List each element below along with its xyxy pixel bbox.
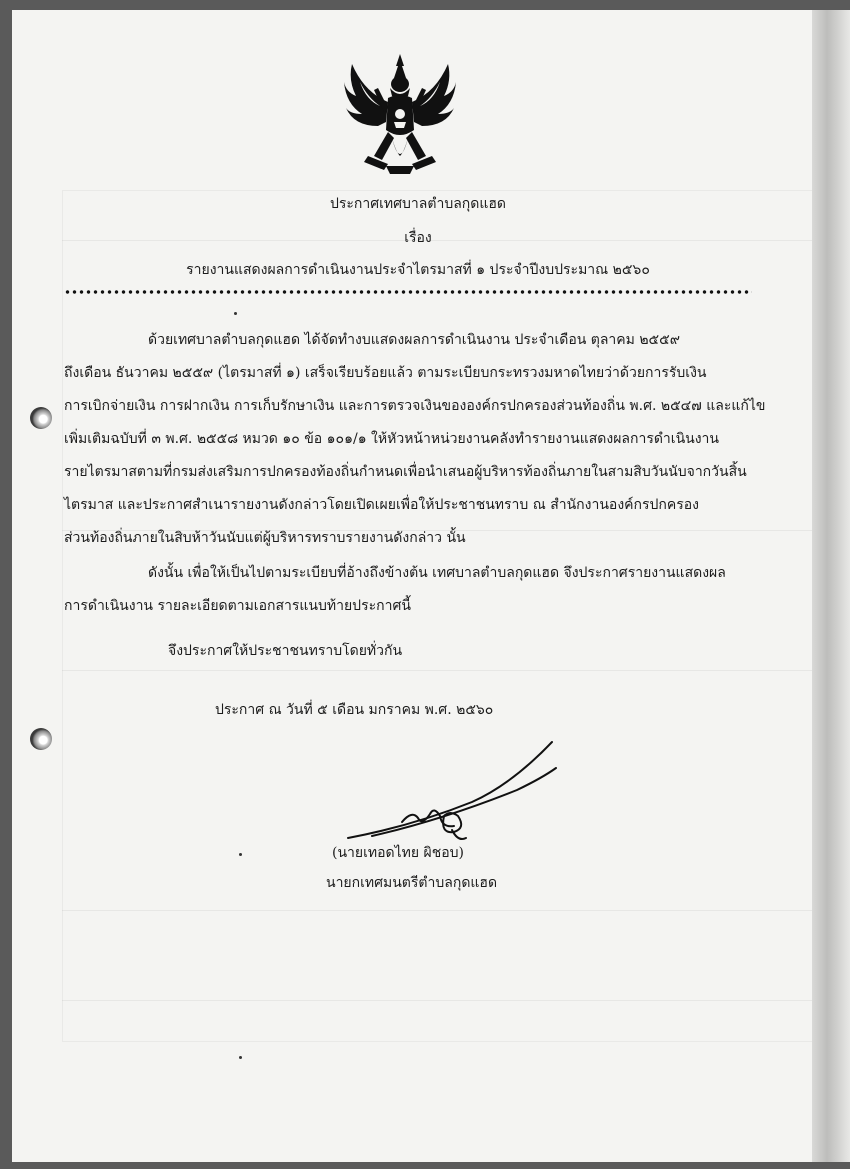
punch-hole <box>30 407 52 429</box>
paragraph1-line: ถึงเดือน ธันวาคม ๒๕๕๙ (ไตรมาสที่ ๑) เสร็จเรียบร้อยแล้ว ตามระเบียบกระทรวงมหาดไทยว่าด้วยการรับเงิน <box>64 365 707 381</box>
bleed-through-rule <box>62 910 812 911</box>
paragraph2-line: ดังนั้น เพื่อให้เป็นไปตามระเบียบที่อ้างถึงข้างต้น เทศบาลตำบลกุดแฮด จึงประกาศรายงานแสดงผล <box>148 565 726 581</box>
bleed-through-rule <box>62 1000 812 1001</box>
signatory-name: (นายเทอดไทย ผิชอบ) <box>332 845 464 861</box>
ink-speck <box>239 1056 242 1059</box>
document-page <box>12 10 824 1162</box>
announcement-title: ประกาศเทศบาลตำบลกุดแฮด <box>329 196 507 212</box>
paragraph1-line: ด้วยเทศบาลตำบลกุดแฮด ได้จัดทำงบแสดงผลการดำเนินงาน ประจำเดือน ตุลาคม ๒๕๕๙ <box>148 332 680 348</box>
scan-edge-strip <box>812 10 850 1162</box>
subject-text: รายงานแสดงผลการดำเนินงานประจำไตรมาสที่ ๑ ประจำปีงบประมาณ ๒๕๖๐ <box>186 262 650 278</box>
paragraph1-line: เพิ่มเติมฉบับที่ ๓ พ.ศ. ๒๕๕๘ หมวด ๑๐ ข้อ ๑๐๑/๑ ให้หัวหน้าหน่วยงานคลังทำรายงานแสดงผลการดำเนินงาน <box>64 431 719 447</box>
paragraph1-line: การเบิกจ่ายเงิน การฝากเงิน การเก็บรักษาเงิน และการตรวจเงินขององค์กรปกครองส่วนท้องถิ่น พ.ศ. ๒๕๔๗ และแก้ไข <box>64 398 766 414</box>
handwritten-signature <box>342 738 572 853</box>
bleed-through-rule <box>62 670 812 671</box>
punch-hole <box>30 728 52 750</box>
subject-label: เรื่อง <box>404 230 432 246</box>
paragraph2-line: การดำเนินงาน รายละเอียดตามเอกสารแนบท้ายประกาศนี้ <box>64 598 411 614</box>
signatory-position: นายกเทศมนตรีตำบลกุดแฮด <box>326 875 498 891</box>
paragraph1-line: ส่วนท้องถิ่นภายในสิบห้าวันนับแต่ผู้บริหารทราบรายงานดังกล่าว นั้น <box>64 530 466 546</box>
garuda-emblem-icon <box>344 52 456 177</box>
closing-statement: จึงประกาศให้ประชาชนทราบโดยทั่วกัน <box>168 643 403 659</box>
paragraph1-line: รายไตรมาสตามที่กรมส่งเสริมการปกครองท้องถิ่นกำหนดเพื่อนำเสนอผู้บริหารท้องถิ่นภายในสามสิบวันนับจากวันสิ้น <box>64 464 747 480</box>
announcement-date: ประกาศ ณ วันที่ ๕ เดือน มกราคม พ.ศ. ๒๕๖๐ <box>215 702 494 718</box>
paragraph1-line: ไตรมาส และประกาศสำเนารายงานดังกล่าวโดยเปิดเผยเพื่อให้ประชาชนทราบ ณ สำนักงานองค์กรปกครอง <box>64 497 700 513</box>
dotted-separator <box>64 289 752 295</box>
ink-speck <box>234 312 237 315</box>
ink-speck <box>239 853 242 856</box>
